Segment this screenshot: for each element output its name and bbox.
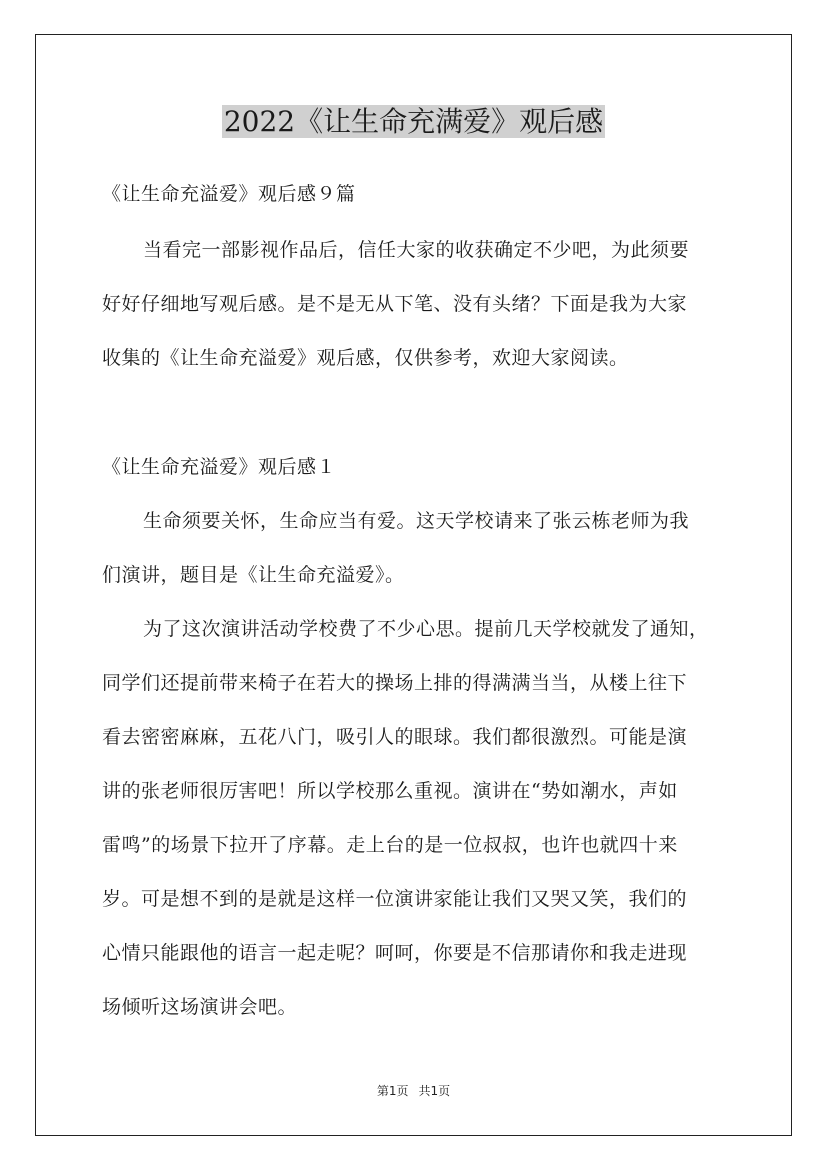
paragraph-line: 讲的张老师很厉害吧！所以学校那么重视。演讲在“势如潮水，声如 [102, 780, 678, 802]
intro-line: 当看完一部影视作品后，信任大家的收获确定不少吧，为此须要 [143, 239, 690, 261]
page-footer [0, 1082, 827, 1100]
document-title-text: 2022《让生命充满爱》观后感 [223, 105, 604, 138]
paragraph-line: 心情只能跟他的语言一起走呢？呵呵，你要是不信那请你和我走进现 [102, 942, 688, 964]
section-heading: 《让生命充溢爱》观后感１ [102, 456, 337, 478]
paragraph-line: 同学们还提前带来椅子在若大的操场上排的得满满当当，从楼上往下 [102, 672, 688, 694]
intro-line: 好好仔细地写观后感。是不是无从下笔、没有头绪？下面是我为大家 [102, 293, 688, 315]
paragraph-line: 看去密密麻麻，五花八门，吸引人的眼球。我们都很激烈。可能是演 [102, 726, 688, 748]
paragraph-line: 雷鸣”的场景下拉开了序幕。走上台的是一位叔叔，也许也就四十来 [102, 834, 678, 856]
subtitle: 《让生命充溢爱》观后感９篇 [102, 183, 356, 205]
total-pages: 共1页 [418, 1084, 451, 1098]
page-number: 第1页 [376, 1084, 409, 1098]
paragraph-line: 岁。可是想不到的是就是这样一位演讲家能让我们又哭又笑，我们的 [102, 888, 688, 910]
paragraph-line: 为了这次演讲活动学校费了不少心思。提前几天学校就发了通知， [143, 618, 709, 640]
document-title [0, 102, 827, 142]
paragraph-line: 场倾听这场演讲会吧。 [102, 996, 298, 1018]
intro-line: 收集的《让生命充溢爱》观后感，仅供参考，欢迎大家阅读。 [102, 347, 629, 369]
paragraph-line: 生命须要关怀，生命应当有爱。这天学校请来了张云栋老师为我 [143, 510, 690, 532]
paragraph-line: 们演讲，题目是《让生命充溢爱》。 [102, 564, 405, 586]
